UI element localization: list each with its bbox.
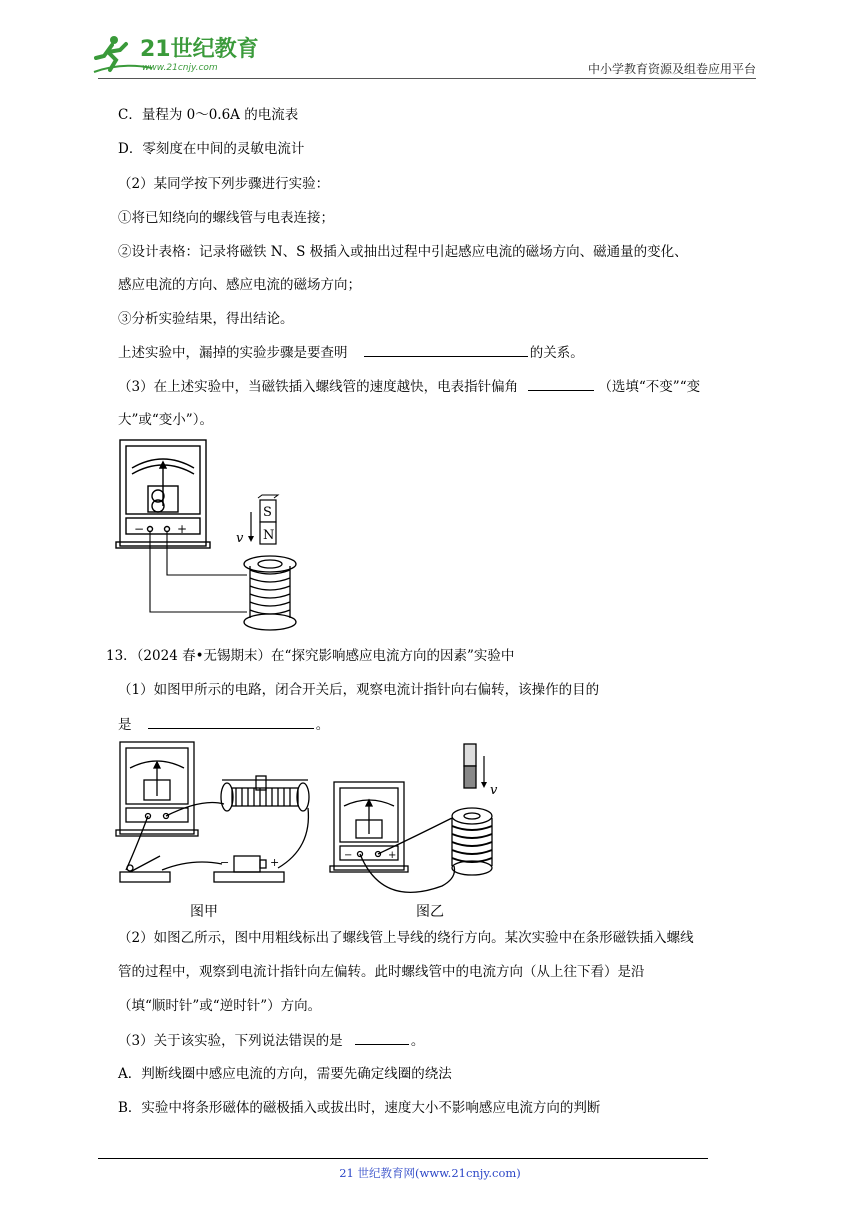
- velocity-arrow-yi: [481, 756, 498, 798]
- option-c: C．量程为 0～0.6A 的电流表: [118, 107, 299, 123]
- answer-blank[interactable]: [528, 376, 594, 391]
- header-divider: [98, 78, 756, 79]
- velocity-arrow: [236, 512, 254, 546]
- figure-jia: [116, 742, 309, 882]
- missing-step-question: [118, 342, 584, 363]
- battery-minus: −: [220, 856, 230, 869]
- q13-part1-prefix: 是: [118, 717, 132, 733]
- q13-part2-line2: 管的过程中，观察到电流计指针向左偏转。此时螺线管中的电流方向（从上往下看）是沿: [118, 964, 645, 980]
- rheostat: [221, 776, 309, 811]
- connecting-wires: [150, 531, 247, 612]
- q13-option-b: B．实验中将条形磁体的磁极插入或拔出时，速度大小不影响感应电流方向的判断: [118, 1100, 601, 1116]
- logo-title: 21世纪教育: [140, 37, 259, 62]
- bar-magnet-yi: [464, 744, 476, 788]
- step-1: ①将已知绕向的螺线管与电表连接；: [118, 210, 334, 226]
- q13-part2-line3: （填“顺时针”或“逆时针”）方向。: [118, 998, 322, 1014]
- q13-part2-line1: （2）如图乙所示，图中用粗线标出了螺线管上导线的绕行方向。某次实验中在条形磁铁插入螺线: [118, 930, 694, 946]
- magnet-n-label: N: [263, 528, 275, 543]
- magnet-s-label: S: [263, 505, 272, 520]
- galvanometer: [116, 440, 210, 548]
- figure-jia-label: 图甲: [190, 904, 218, 920]
- part3-options: （选填“不变”“变: [598, 379, 701, 395]
- logo: [92, 32, 262, 78]
- velocity-label: v: [236, 531, 244, 546]
- q13-part1-answer: [118, 714, 329, 735]
- switch: [120, 856, 170, 882]
- logo-url: www.21cnjy.com: [142, 63, 218, 73]
- footer-link[interactable]: 21 世纪教育网(www.21cnjy.com): [339, 1166, 521, 1180]
- minus-sign: −: [134, 522, 145, 536]
- part3-text: （3）在上述实验中，当磁铁插入螺线管的速度越快，电表指针偏角: [118, 379, 519, 395]
- q13-part3: [118, 1030, 424, 1051]
- footer-divider: [98, 1158, 708, 1159]
- induction-figures: [112, 738, 512, 924]
- step-2: ②设计表格：记录将磁铁 N、S 极插入或抽出过程中引起感应电流的磁场方向、磁通量的变化、: [118, 244, 688, 260]
- answer-blank[interactable]: [364, 342, 528, 357]
- step-3: ③分析实验结果，得出结论。: [118, 311, 294, 327]
- header-platform-text: 中小学教育资源及组卷应用平台: [587, 62, 756, 76]
- option-d: D．零刻度在中间的灵敏电流计: [118, 141, 305, 157]
- step-2-cont: 感应电流的方向、感应电流的磁场方向；: [118, 277, 361, 293]
- part3-question: [118, 376, 700, 397]
- plus-sign: +: [177, 522, 188, 536]
- battery-plus: +: [270, 856, 280, 869]
- missing-step-text: 上述实验中，漏掉的实验步骤是要查明: [118, 345, 348, 361]
- solenoid-yi: [452, 808, 492, 875]
- q13-part1: （1）如图甲所示的电路，闭合开关后，观察电流计指针向右偏转，该操作的目的: [118, 682, 600, 698]
- answer-blank[interactable]: [355, 1030, 409, 1045]
- page-header: [0, 0, 860, 80]
- q13-part3-suffix: 。: [410, 1033, 425, 1049]
- galvanometer-magnet-figure: [112, 438, 312, 638]
- meter-plus: +: [388, 850, 397, 861]
- question-13-title: 13．（2024 春•无锡期末）在“探究影响感应电流方向的因素”实验中: [106, 648, 515, 664]
- q13-option-a: A．判断线圈中感应电流的方向，需要先确定线圈的绕法: [118, 1066, 452, 1082]
- part3-options-cont: 大”或“变小”）。: [118, 412, 213, 428]
- solenoid-coil: [244, 556, 296, 630]
- velocity-label-yi: v: [490, 783, 498, 798]
- answer-blank[interactable]: [148, 714, 314, 729]
- figure-yi-label: 图乙: [416, 904, 444, 920]
- bar-magnet: [258, 495, 278, 544]
- q13-part3-text: （3）关于该实验，下列说法错误的是: [118, 1033, 343, 1049]
- missing-step-suffix: 的关系。: [529, 345, 584, 361]
- meter-minus: −: [344, 850, 353, 861]
- figure-yi: [330, 744, 492, 892]
- part2-intro: （2）某同学按下列步骤进行实验：: [118, 176, 330, 192]
- q13-part1-suffix: 。: [315, 717, 330, 733]
